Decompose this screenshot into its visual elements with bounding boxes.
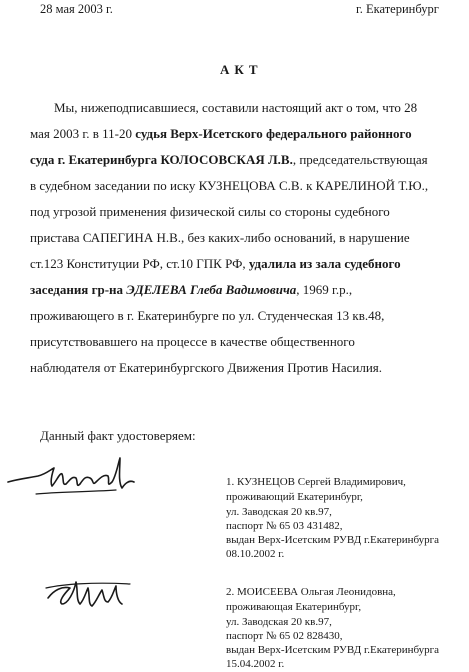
signer-1-date: 08.10.2002 г. xyxy=(226,548,285,560)
body-line-5: под угрозой применения физической силы со стороны судебного xyxy=(30,204,390,219)
body-line-10: присутствовавшего на процессе в качестве общественного xyxy=(30,334,355,349)
person-name: ЭДЕЛЕВА Глеба Вадимовича xyxy=(126,282,297,297)
body-line-3 xyxy=(30,152,428,168)
body-line-3-tail: , председательствующая xyxy=(292,152,428,167)
judge-court: судья Верх-Исетского федерального районного xyxy=(135,126,412,141)
handwritten-signature-1 xyxy=(6,452,136,502)
signer-2-date: 15.04.2002 г. xyxy=(226,658,285,670)
certify-line: Данный факт удостоверяем: xyxy=(40,428,196,443)
person-address: проживающего в г. Екатеринбурге по ул. Студенческая 13 кв.48 xyxy=(30,308,382,323)
signer-2-issued: выдан Верх-Исетским РУВД г.Екатеринбурга xyxy=(226,644,440,656)
body-line-4: в судебном заседании по иску КУЗНЕЦОВА С.В. к КАРЕЛИНОЙ Т.Ю., xyxy=(30,178,429,193)
body-line-2-text: мая 2003 г. в 11-20 xyxy=(30,126,136,141)
signer-1-residence: проживающий Екатеринбург, xyxy=(226,491,363,503)
signer-1-name: 1. КУЗНЕЦОВ Сергей Владимирович, xyxy=(226,476,406,488)
signer-2-passport: паспорт № 65 02 828430, xyxy=(226,630,343,642)
body-line-2 xyxy=(30,126,412,142)
body-line-8-text: заседания гр-на xyxy=(30,282,127,297)
signer-1-address: ул. Заводская 20 кв.97, xyxy=(226,506,332,518)
signer-1-passport: паспорт № 65 03 431482, xyxy=(226,520,343,532)
document-title: АКТ xyxy=(220,62,263,77)
court-city: суда г. Екатеринбурга xyxy=(30,152,161,167)
document-city: г. Екатеринбург xyxy=(356,2,439,16)
body-line-11: наблюдателя от Екатеринбургского Движения Против Насилия. xyxy=(30,360,383,375)
body-line-9-comma: , xyxy=(381,308,385,323)
document-date: 28 мая 2003 г. xyxy=(40,2,113,16)
body-line-8 xyxy=(30,282,352,298)
judge-name: КОЛОСОВСКАЯ Л.В. xyxy=(160,152,293,167)
body-line-1: Мы, нижеподписавшиеся, составили настоящий акт о том, что 28 xyxy=(54,100,418,115)
removal-statement: удалила из зала судебного xyxy=(248,256,401,271)
signer-1-issued: выдан Верх-Исетским РУВД г.Екатеринбурга xyxy=(226,534,440,546)
handwritten-signature-2 xyxy=(44,568,134,612)
birth-year: , 1969 г.р., xyxy=(296,282,353,297)
body-line-7 xyxy=(30,256,401,272)
signer-2-name: 2. МОИСЕЕВА Ольгая Леонидовна, xyxy=(226,586,396,598)
body-line-6: пристава САПЕГИНА Н.В., без каких-либо оснований, в нарушение xyxy=(30,230,410,245)
body-line-9 xyxy=(30,308,384,324)
signer-2-residence: проживающая Екатеринбург, xyxy=(226,601,362,613)
signer-2-address: ул. Заводская 20 кв.97, xyxy=(226,616,332,628)
body-line-7-text: ст.123 Конституции РФ, ст.10 ГПК РФ, xyxy=(30,256,249,271)
